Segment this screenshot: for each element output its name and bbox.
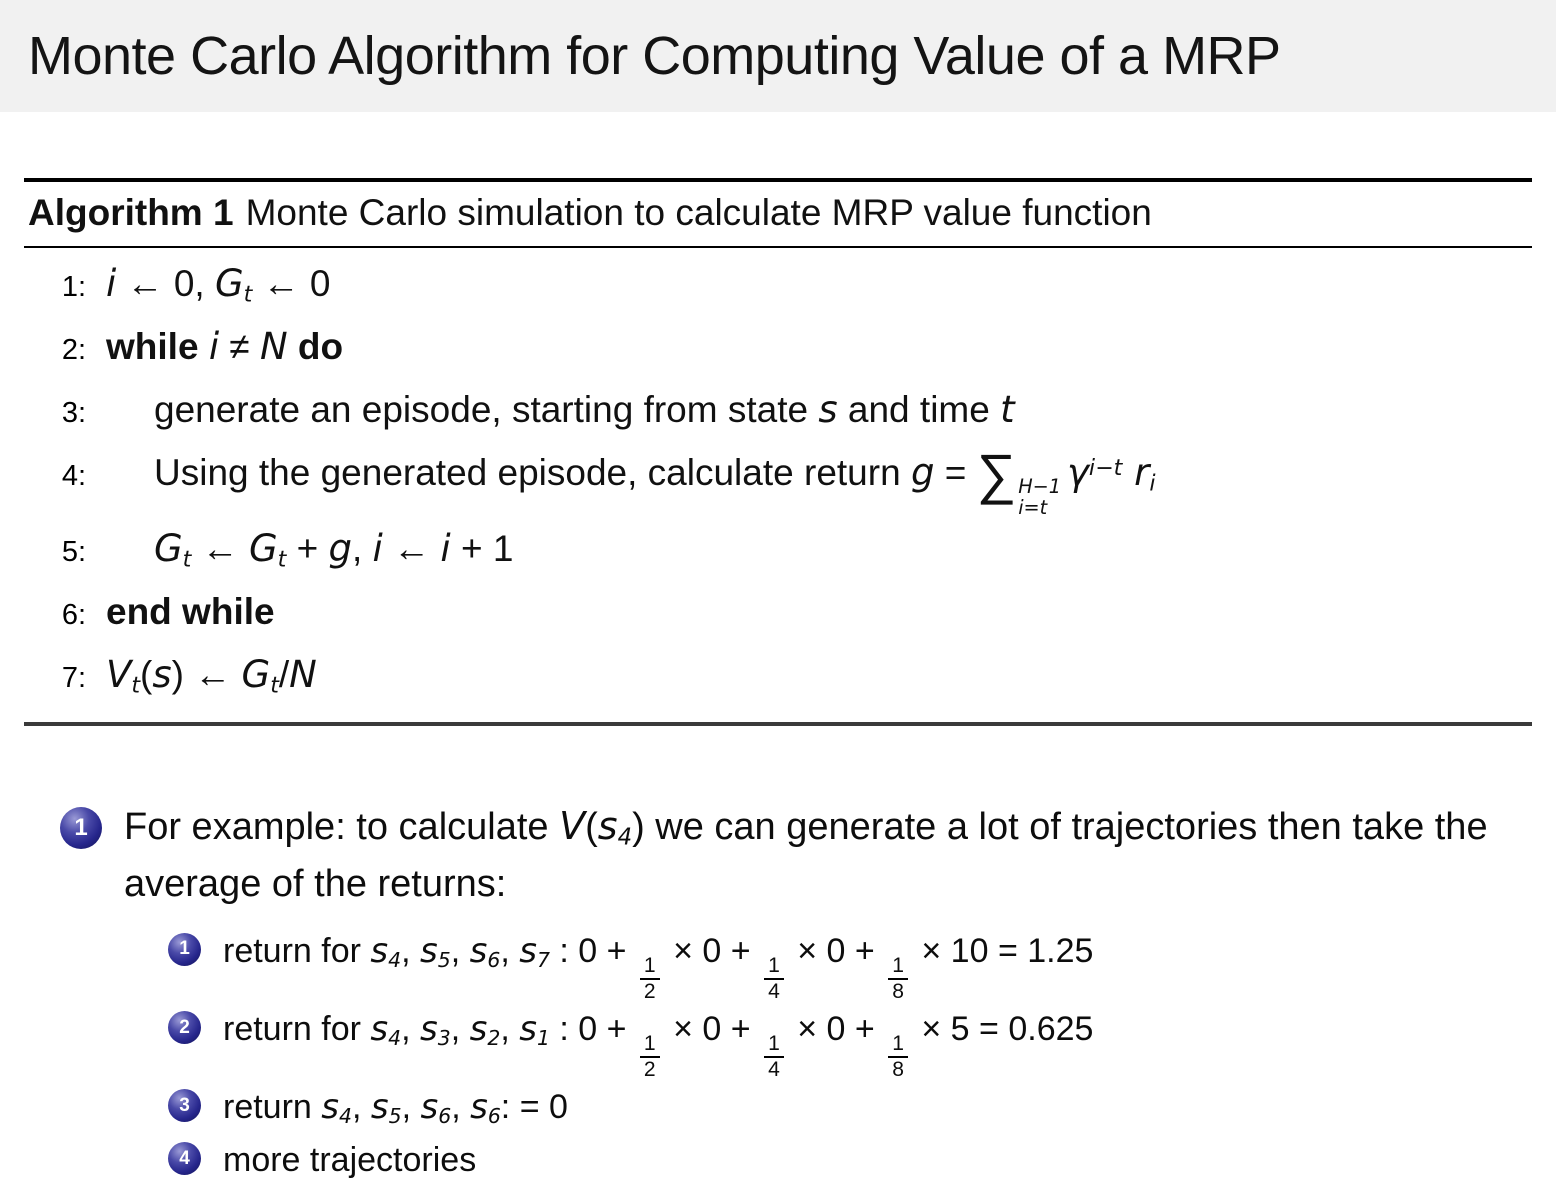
sub-bullet-list [168,925,1514,1187]
sub-bullet-item-2 [168,1003,1514,1081]
line-content: $G_t$ ← $G_t + g$, i ← i + 1 [154,526,514,573]
algorithm-header [24,178,1532,248]
algorithm-label: Algorithm 1 [28,192,234,233]
line-content: i ← 0, $G_t$ ← 0 [106,262,331,308]
line-content: while i ≠ N do [106,325,344,368]
algorithm-line-5 [24,519,1532,582]
algorithm-line-6 [24,582,1532,645]
line-content: end while [106,590,275,632]
bullet-list [60,798,1556,1187]
sub-bullet-item-3 [168,1081,1514,1134]
line-number: 7: [61,661,86,694]
enumerate-badge-sub-4: 4 [168,1142,201,1175]
line-number: 5: [61,535,86,568]
line-content: $V_t(s)$ ← $G_t/N$ [106,652,317,699]
sub-bullet-text: more trajectories [223,1141,477,1180]
sub-bullet-text: return for $s_4$, $s_3$, $s_2$, $s_1$ : 0 + $\frac{1}{2}$ × 0 + $\frac{1}{4}$ × 0 + $\frac{1}{8}$ × 5 = 0.625 [223,1009,1094,1082]
slide-title: Monte Carlo Algorithm for Computing Value of a MRP [28,26,1281,86]
algorithm-line-3 [24,380,1532,443]
algorithm-line-1 [24,254,1532,317]
algorithm-caption: Monte Carlo simulation to calculate MRP value function [245,192,1152,233]
algorithm-float [24,178,1532,726]
enumerate-badge-sub-1: 1 [168,933,201,966]
line-number: 1: [61,271,86,303]
enumerate-badge-sub-2: 2 [168,1011,201,1044]
title-band [0,0,1556,112]
line-number: 4: [61,460,86,492]
sub-bullet-text: return for $s_4$, $s_5$, $s_6$, $s_7$ : 0 + $\frac{1}{2}$ × 0 + $\frac{1}{4}$ × 0 + $\frac{1}{8}$ × 10 = 1.25 [223,930,1094,1003]
line-content: generate an episode, starting from state s and time t [154,388,1015,431]
enumerate-badge-1: 1 [60,807,102,849]
line-content: Using the generated episode, calculate return g = ∑ H−1 i=t $\gamma^{i-t}$ $r_i$ [154,442,1156,520]
algorithm-body [24,248,1532,726]
bullet-item-1 [60,798,1556,1187]
algorithm-line-7 [24,645,1532,708]
enumerate-badge-sub-3: 3 [168,1089,201,1122]
line-number: 3: [61,397,86,429]
algorithm-line-4 [24,443,1532,519]
algorithm-line-2 [24,317,1532,380]
sub-bullet-item-4 [168,1134,1514,1187]
sub-bullet-text: return $s_4$, $s_5$, $s_6$, $s_6$: = 0 [223,1087,568,1129]
sub-bullet-item-1 [168,925,1514,1003]
line-number: 2: [61,334,86,366]
bullet-text: For example: to calculate $V(s_4)$ we can generate a lot of trajectories then take the average of the returns: [124,803,1488,905]
line-number: 6: [61,598,86,631]
